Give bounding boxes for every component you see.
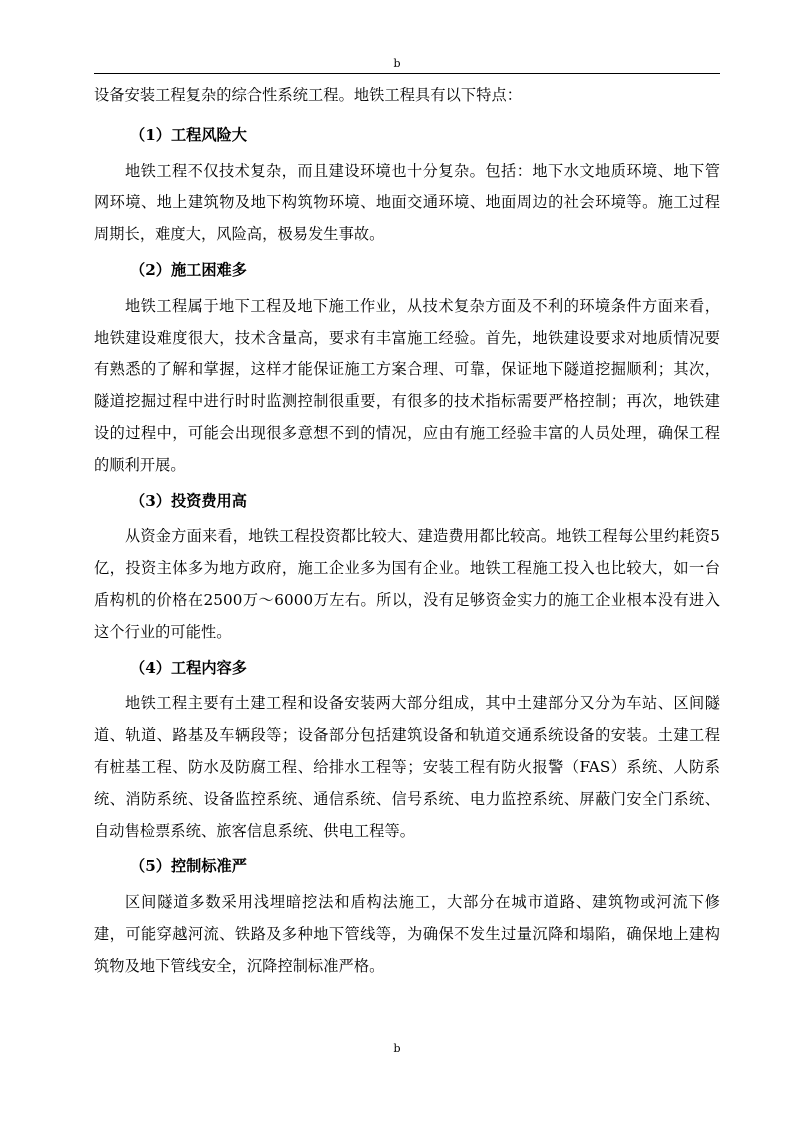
section-heading: （4）工程内容多 bbox=[130, 658, 247, 677]
document-body bbox=[94, 80, 720, 983]
section-paragraph: 从资金方面来看，地铁工程投资都比较大、建造费用都比较高。地铁工程每公里约耗资5亿，投资主体多为地方政府，施工企业多为国有企业。地铁工程施工投入也比较大，如一台盾构机的价格在2500万～6000万左右。所以，没有足够资金实力的施工企业根本没有进入这个行业的可能性。 bbox=[94, 527, 720, 641]
section-1 bbox=[94, 116, 720, 251]
page-header-mark: b bbox=[393, 57, 401, 70]
section-heading: （1）工程风险大 bbox=[130, 125, 247, 144]
section-paragraph: 地铁工程不仅技术复杂，而且建设环境也十分复杂。包括：地下水文地质环境、地下管网环境、地上建筑物及地下构筑物环境、地面交通环境、地面周边的社会环境等。施工过程周期长，难度大，风险高，极易发生事故。 bbox=[94, 161, 720, 244]
section-3 bbox=[94, 482, 720, 649]
section-5 bbox=[94, 847, 720, 982]
section-2 bbox=[94, 251, 720, 482]
intro-paragraph: 设备安装工程复杂的综合性系统工程。地铁工程具有以下特点： bbox=[94, 86, 523, 104]
section-4 bbox=[94, 649, 720, 848]
section-heading: （5）控制标准严 bbox=[130, 857, 247, 876]
section-heading: （2）施工困难多 bbox=[130, 260, 247, 279]
section-paragraph: 地铁工程属于地下工程及地下施工作业，从技术复杂方面及不利的环境条件方面来看，地铁建设难度很大，技术含量高，要求有丰富施工经验。首先，地铁建设要求对地质情况要有熟悉的了解和掌握，这样才能保证施工方案合理、可靠，保证地下隧道挖掘顺利；其次，隧道挖掘过程中进行时时监测控制很重要，有很多的技术指标需要严格控制；再次，地铁建设的过程中，可能会出现很多意想不到的情况，应由有施工经验丰富的人员处理，确保工程的顺利开展。 bbox=[94, 296, 720, 474]
page-footer-mark: b bbox=[393, 1042, 401, 1055]
section-paragraph: 区间隧道多数采用浅埋暗挖法和盾构法施工，大部分在城市道路、建筑物或河流下修建，可能穿越河流、铁路及多种地下管线等，为确保不发生过量沉降和塌陷，确保地上建构筑物及地下管线安全，沉降控制标准严格。 bbox=[94, 893, 720, 975]
section-heading: （3）投资费用高 bbox=[130, 491, 247, 510]
header-rule bbox=[94, 73, 720, 74]
section-paragraph: 地铁工程主要有土建工程和设备安装两大部分组成，其中土建部分又分为车站、区间隧道、轨道、路基及车辆段等；设备部分包括建筑设备和轨道交通系统设备的安装。土建工程有桩基工程、防水及防腐工程、给排水工程等；安装工程有防火报警（FAS）系统、人防系统、消防系统、设备监控系统、通信系统、信号系统、电力监控系统、屏蔽门安全门系统、自动售检票系统、旅客信息系统、供电工程等。 bbox=[94, 694, 720, 840]
